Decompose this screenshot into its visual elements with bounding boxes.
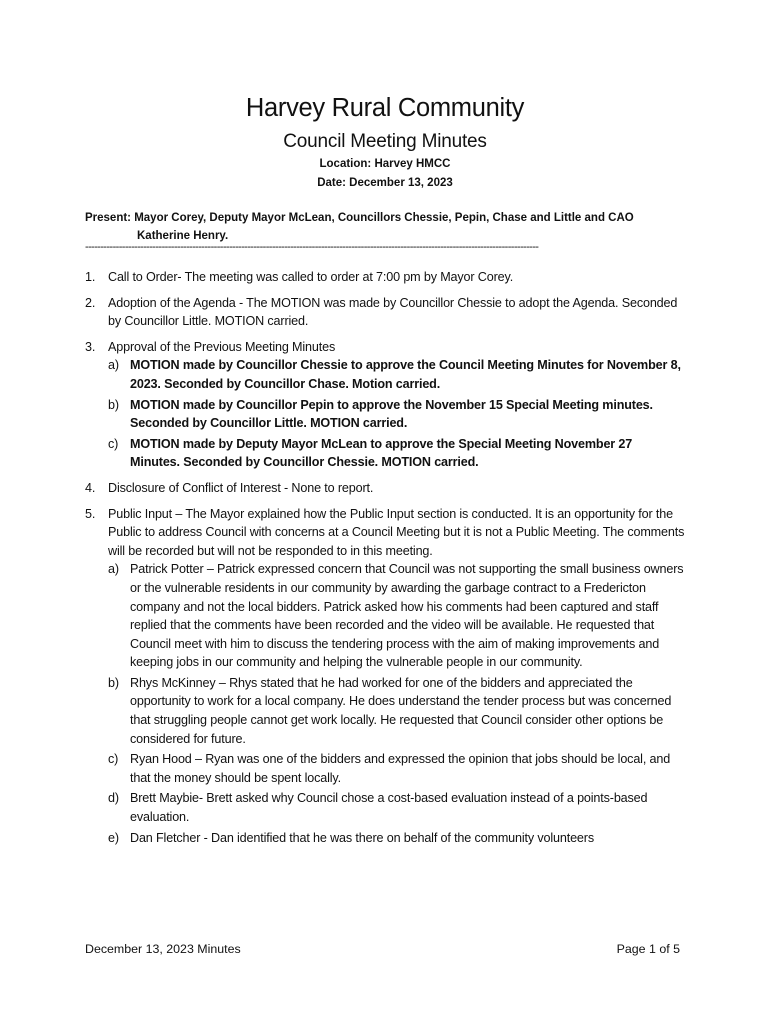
sub-item xyxy=(108,560,685,672)
attendance-line-2: Katherine Henry. xyxy=(137,230,229,242)
sub-item-text: MOTION made by Councillor Chessie to approve the Council Meeting Minutes for November 8, 2023. Seconded by Councillor Chase. Motion carried. xyxy=(130,358,681,391)
sub-item-letter: b) xyxy=(108,397,119,412)
sub-item-text: Rhys McKinney – Rhys stated that he had worked for one of the bidders and appreciated the opportunity to work for a local company. He does understand the tender process but was concerned that struggling people cannot get work locally. He requested that Council consider other options be considered for future. xyxy=(130,675,672,746)
sub-item-text: Dan Fletcher - Dan identified that he was there on behalf of the community volunteers xyxy=(130,830,594,845)
sub-item xyxy=(108,356,685,393)
sub-item-letter: e) xyxy=(108,830,119,845)
divider: ---------------------------------------------------------------------------------------------------------------------------------------------------- xyxy=(85,241,539,253)
footer-minutes-date: December 13, 2023 Minutes xyxy=(85,942,241,956)
sub-item-letter: d) xyxy=(108,791,119,806)
meeting-location: Location: Harvey HMCC xyxy=(319,158,451,170)
agenda-item xyxy=(85,268,685,287)
document-subtitle: Council Meeting Minutes xyxy=(283,131,487,152)
sub-item-text: MOTION made by Councillor Pepin to approve the November 15 Special Meeting minutes. Seconded by Councillor Little. MOTION carried. xyxy=(130,397,653,431)
item-number: 3. xyxy=(85,339,96,354)
sub-item-letter: a) xyxy=(108,562,119,577)
sub-item xyxy=(108,435,685,472)
item-text: Call to Order- The meeting was called to order at 7:00 pm by Mayor Corey. xyxy=(108,270,514,284)
minutes-body xyxy=(85,268,685,854)
item-number: 2. xyxy=(85,295,96,310)
item-text: Approval of the Previous Meeting Minutes xyxy=(108,339,336,354)
agenda-item xyxy=(85,338,685,472)
item-text: Public Input – The Mayor explained how the Public Input section is conducted. It is an opportunity for the Public to address Council with concerns at a Council Meeting but it is not a Public Meeting. The comments will be recorded but will not be responded to in this meeting. xyxy=(108,506,685,558)
agenda-item xyxy=(85,505,685,848)
meeting-date: Date: December 13, 2023 xyxy=(317,177,453,189)
attendance-line-1: Present: Mayor Corey, Deputy Mayor McLean, Councillors Chessie, Pepin, Chase and Little and CAO xyxy=(85,212,634,224)
sub-item-letter: c) xyxy=(108,436,119,451)
sub-item-letter: a) xyxy=(108,358,119,373)
item-text: Disclosure of Conflict of Interest - None to report. xyxy=(108,480,374,495)
agenda-item xyxy=(85,479,685,498)
sub-item-text: Ryan Hood – Ryan was one of the bidders and expressed the opinion that jobs should be local, and that the money should be spent locally. xyxy=(130,752,671,785)
item-number: 5. xyxy=(85,506,96,521)
item-text: Adoption of the Agenda - The MOTION was made by Councillor Chessie to adopt the Agenda. Seconded by Councillor Little. MOTION carried. xyxy=(108,295,678,329)
sub-item xyxy=(108,396,685,433)
sub-item xyxy=(108,750,685,787)
sub-item xyxy=(108,674,685,748)
document-title: Harvey Rural Community xyxy=(245,94,525,122)
sub-item xyxy=(108,829,685,848)
sub-item-text: MOTION made by Deputy Mayor McLean to approve the Special Meeting November 27 Minutes. Seconded by Councillor Chessie. MOTION carried. xyxy=(130,436,633,470)
sub-item xyxy=(108,789,685,826)
item-number: 4. xyxy=(85,480,96,495)
sub-item-text: Patrick Potter – Patrick expressed concern that Council was not supporting the small business owners or the vulnerable residents in our community by awarding the garbage contract to a Fredericton company and not the local bidders. Patrick asked how his comments had been captured and staff replied that the comments have been recorded and the video will be available. He requested that Council meet with him to discuss the tendering process with the aim of making improvements and keeping jobs in our community and helping the vulnerable people in our community. xyxy=(130,562,684,670)
agenda-item xyxy=(85,294,685,331)
sub-item-text: Brett Maybie- Brett asked why Council chose a cost-based evaluation instead of a points-based evaluation. xyxy=(130,791,648,825)
sub-item-letter: b) xyxy=(108,675,119,690)
sub-item-letter: c) xyxy=(108,752,119,767)
footer-page-number: Page 1 of 5 xyxy=(616,942,680,956)
item-number: 1. xyxy=(85,270,96,284)
